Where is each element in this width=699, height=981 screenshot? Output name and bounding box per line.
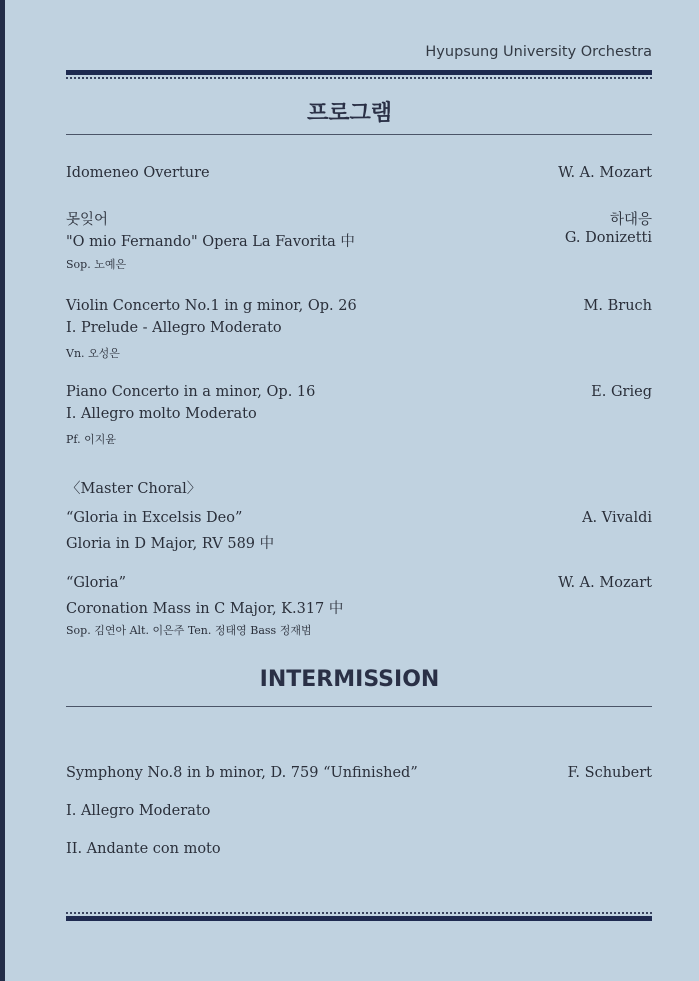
header-thick-rule [66,70,652,75]
piece-title: Violin Concerto No.1 in g minor, Op. 26 [66,298,357,314]
piece-title: Idomeneo Overture [66,165,210,181]
piece-subtitle: Coronation Mass in C Major, K.317 中 [66,601,344,617]
header-dotted-rule [66,77,652,79]
piece-title: “Gloria” [66,575,126,591]
piece-title: 못잊어 [66,212,109,228]
piece-idomeneo [66,165,652,181]
program-heading: 프로그램 [306,101,392,126]
intermission-rule [66,706,652,707]
piece-title: "O mio Fernando" Opera La Favorita 中 [66,234,355,250]
composer: E. Grieg [591,384,652,400]
intermission-heading: INTERMISSION [259,667,440,692]
piece-gloria-vivaldi [66,510,652,526]
piece-subtitle: Gloria in D Major, RV 589 中 [66,536,275,552]
performer-violin: Vn. 오성은 [66,347,120,360]
movement-line: I. Prelude - Allegro Moderato [66,320,282,336]
composer: A. Vivaldi [582,510,652,526]
master-choral-heading: 〈Master Choral〉 [66,481,202,497]
movement-line: II. Andante con moto [66,841,221,857]
composer: M. Bruch [583,298,652,314]
piece-gloria-mozart [66,575,652,591]
piece-title: Piano Concerto in a minor, Op. 16 [66,384,316,400]
movement-line: I. Allegro molto Moderato [66,406,257,422]
performer-soprano: Sop. 노예은 [66,258,127,271]
movement-line: I. Allegro Moderato [66,803,211,819]
composer: F. Schubert [567,765,652,781]
piece-title: Symphony No.8 in b minor, D. 759 “Unfinished” [66,765,418,781]
piece-o-mio-fernando [66,230,652,251]
composer: W. A. Mozart [558,165,652,181]
orchestra-name: Hyupsung University Orchestra [425,44,652,60]
composer: W. A. Mozart [558,575,652,591]
piece-violin-concerto [66,298,652,314]
piece-piano-concerto [66,384,652,400]
performers-choral: Sop. 김연아 Alt. 이은주 Ten. 정태영 Bass 정재범 [66,624,312,637]
composer: G. Donizetti [564,230,652,246]
piece-symphony [66,765,652,781]
program-heading-rule [66,134,652,135]
footer-thick-rule [66,916,652,921]
left-border-stripe [0,0,5,981]
piece-motijeo [66,208,652,229]
footer-dotted-rule [66,912,652,914]
composer: 하대응 [609,212,652,228]
performer-piano: Pf. 이지윤 [66,433,116,446]
piece-title: “Gloria in Excelsis Deo” [66,510,243,526]
